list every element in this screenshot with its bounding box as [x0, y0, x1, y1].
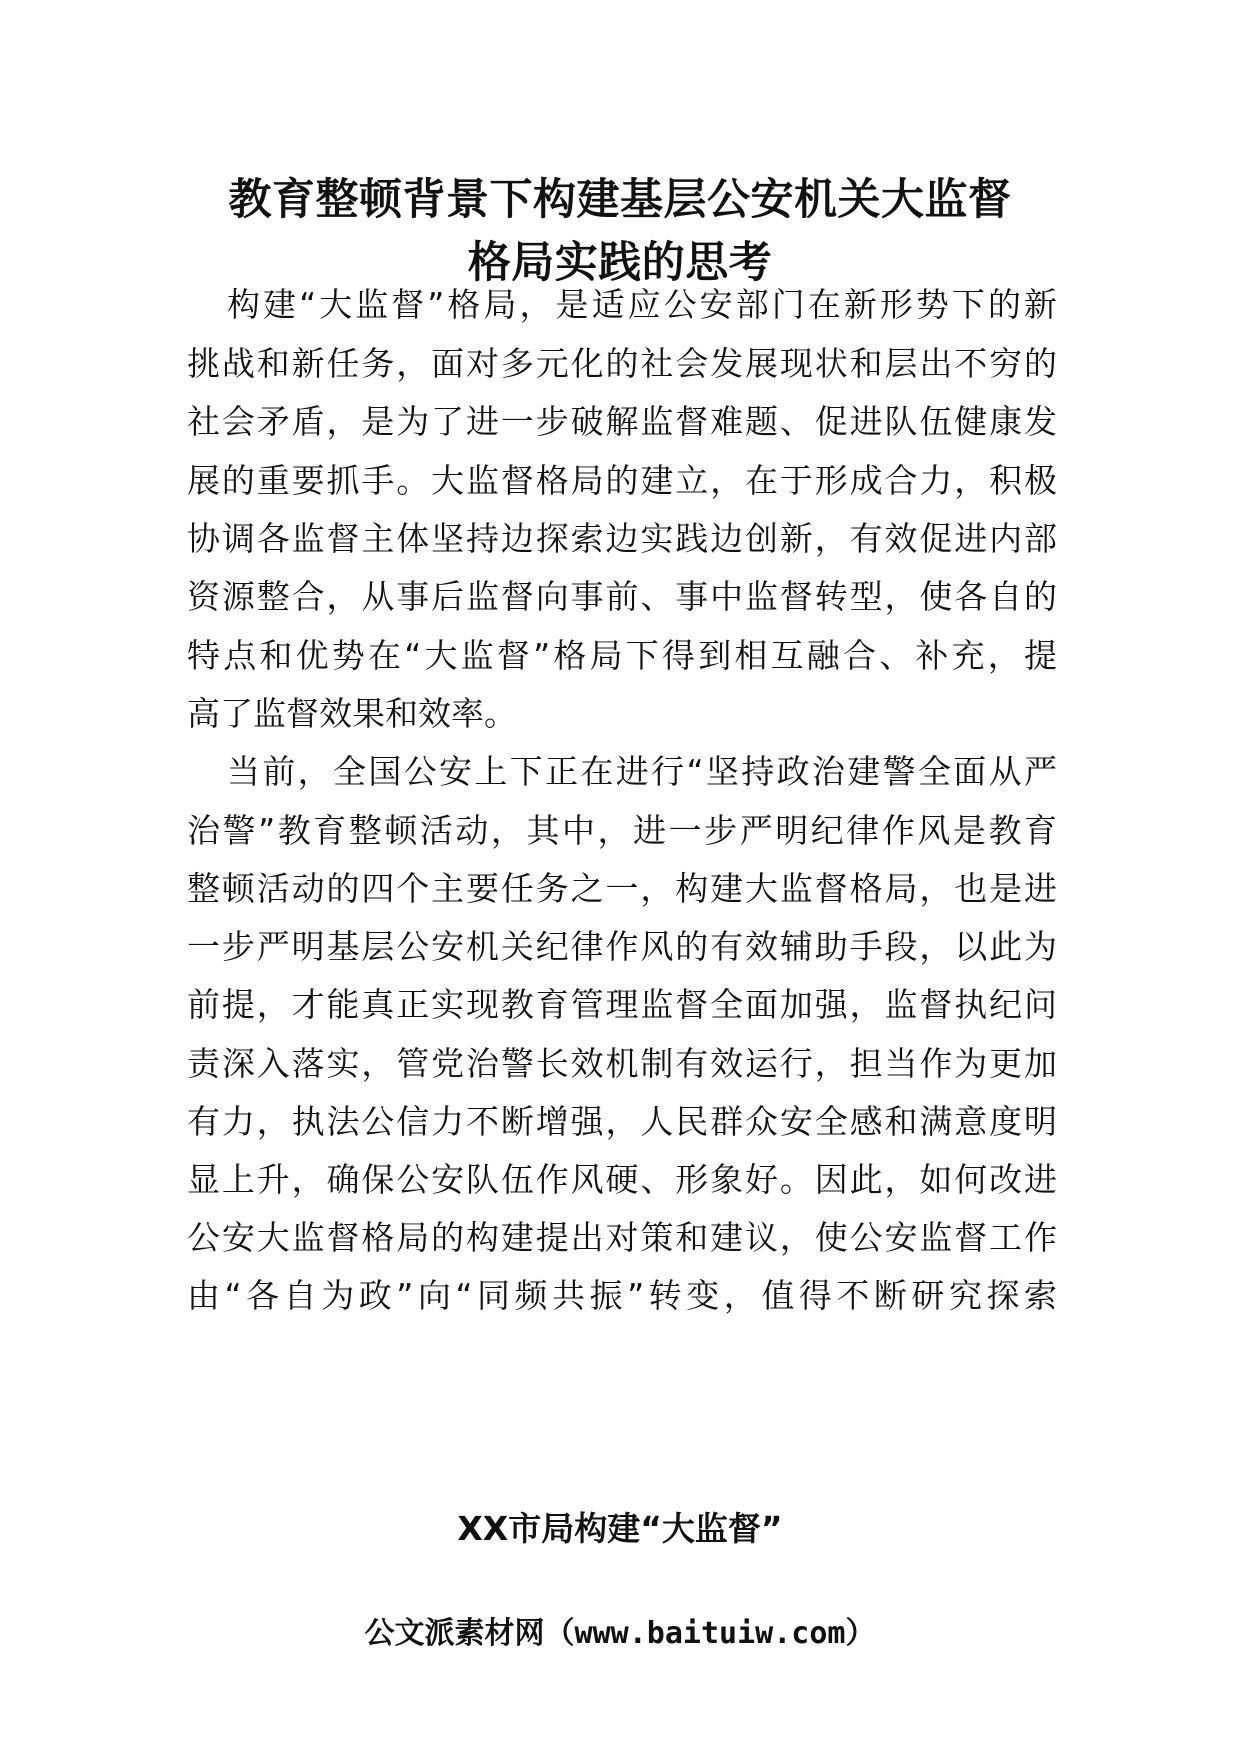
document-title-line-2: 格局实践的思考 — [467, 238, 773, 288]
paragraph-line: 高了监督效果和效率。 — [187, 694, 517, 733]
paragraph-line: 有力，执法公信力不断增强，人民群众安全感和满意度明 — [187, 1102, 1057, 1141]
paragraph-line: 展的重要抓手。大监督格局的建立，在于形成合力，积极 — [187, 461, 1057, 500]
section-heading: XX市局构建“大监督” — [457, 1509, 783, 1548]
paragraph-line: 显上升，确保公安队伍作风硬、形象好。因此，如何改进 — [187, 1160, 1057, 1199]
paragraph-line: 由“各自为政”向“同频共振”转变，值得不断研究探索 — [187, 1276, 1057, 1315]
watermark-prefix: 公文派素材网（ — [364, 1616, 575, 1651]
paragraph-line: 挑战和新任务，面对多元化的社会发展现状和层出不穷的 — [187, 344, 1057, 383]
paragraph-line: 治警”教育整顿活动，其中，进一步严明纪律作风是教育 — [187, 811, 1057, 850]
paragraph-line: 当前，全国公安上下正在进行“坚持政治建警全面从严 — [227, 752, 1057, 791]
document-title-line-1: 教育整顿背景下构建基层公安机关大监督 — [228, 175, 1012, 225]
watermark-url: www.baituiw.com — [574, 1616, 846, 1651]
paragraph-line: 特点和优势在“大监督”格局下得到相互融合、补充，提 — [187, 636, 1057, 675]
source-watermark — [150, 1609, 1090, 1659]
watermark-suffix: ） — [845, 1616, 876, 1651]
paragraph-line: 整顿活动的四个主要任务之一，构建大监督格局，也是进 — [187, 869, 1057, 908]
paragraph-line: 构建“大监督”格局，是适应公安部门在新形势下的新 — [227, 285, 1057, 324]
paragraph-line: 协调各监督主体坚持边探索边实践边创新，有效促进内部 — [187, 519, 1057, 558]
paragraph-line: 责深入落实，管党治警长效机制有效运行，担当作为更加 — [187, 1044, 1057, 1083]
paragraph-line: 社会矛盾，是为了进一步破解监督难题、促进队伍健康发 — [187, 402, 1057, 441]
paragraph-line: 前提，才能真正实现教育管理监督全面加强，监督执纪问 — [187, 985, 1057, 1024]
paragraph-line: 公安大监督格局的构建提出对策和建议，使公安监督工作 — [187, 1218, 1057, 1257]
paragraph-line: 一步严明基层公安机关纪律作风的有效辅助手段，以此为 — [187, 927, 1057, 966]
paragraph-line: 资源整合，从事后监督向事前、事中监督转型，使各自的 — [187, 577, 1057, 616]
